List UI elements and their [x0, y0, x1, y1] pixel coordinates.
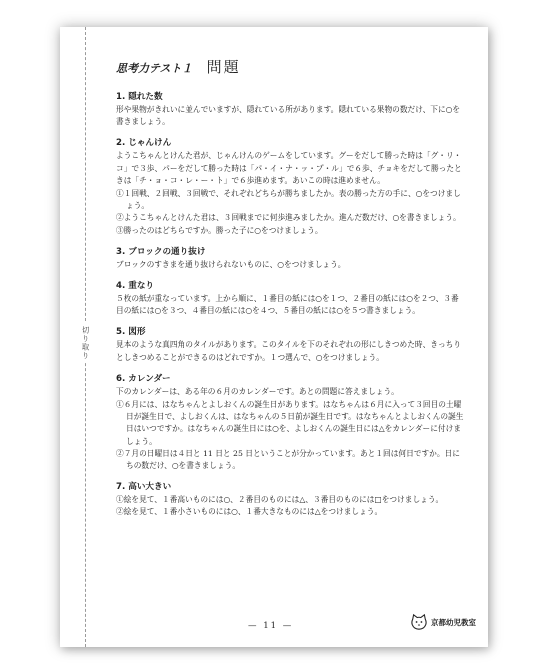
section-text: 下のカレンダーは、ある年の６月のカレンダーです。あとの問題に答えましょう。 [116, 386, 399, 396]
cat-face-icon [410, 613, 428, 631]
section-title: 1. 隠れた数 [116, 92, 163, 102]
logo-text: 京都幼児教室 [431, 617, 476, 627]
question-list [116, 494, 466, 518]
section-title: 5. 図形 [116, 327, 146, 338]
section-text: ブロックのすきまを通り抜けられないものに、○をつけましょう。 [116, 259, 346, 269]
page-number: — 11 — [248, 621, 294, 631]
content [116, 56, 466, 528]
section-title: 7. 高い大きい [116, 482, 172, 493]
sections [116, 91, 466, 519]
question-item: ③勝ったのはどちらですか。勝った子に○をつけましょう。 [116, 225, 323, 235]
section-2 [116, 137, 466, 236]
question-item: ①６月には、はなちゃんとよしおくんの誕生日があります。はなちゃんは６月に入って３回目の土曜日が誕生日で、よしおくんは、はなちゃんの５日前が誕生日です。はなちゃんとよしおくんの誕生日はいつですか。はなちゃんの誕生日には○を、よしおくんの誕生日には△をカレンダーに付けましょう。 [116, 400, 464, 446]
question-item: ①絵を見て、１番高いものには○、２番目のものには△、３番目のものには□をつけましょう。 [116, 495, 444, 505]
school-logo [410, 613, 476, 631]
question-item: ①１回戦、２回戦、３回戦で、それぞれどちらが勝ちましたか。表の勝った方の手に、○をつけましょう。 [116, 189, 461, 211]
page-title: 問題 [206, 58, 241, 76]
section-4 [116, 280, 466, 317]
section-title: 3. ブロックの通り抜け [116, 246, 206, 257]
question-list [116, 188, 466, 237]
cut-label: 切り取り [78, 323, 92, 363]
page-header [116, 56, 466, 77]
question-item: ②絵を見て、１番小さいものには○、１番大きなものには△をつけましょう。 [116, 507, 383, 517]
question-item: ②７月の日曜日は４日と 11 日と 25 日ということが分かっています。あと１回は何日ですか。日にちの数だけ、○を書きましょう。 [116, 448, 460, 471]
section-text: ５枚の紙が重なっています。上から順に、１番目の紙には○を１つ、２番目の紙には○を２つ、３番目の紙には○を３つ、４番目の紙には○を４つ、５番目の紙には○を５つ書きましょう。 [116, 294, 459, 316]
section-6 [116, 373, 466, 472]
section-text: ようこちゃんとけんた君が、じゃんけんのゲームをしています。グーをだして勝った時は「グ・リ・コ」で３歩、パーをだして勝った時は「パ・イ・ナ・ッ・プ・ル」で６歩、チョキをだして勝ったときは「チ・ョ・コ・レ・ー・ト」で６歩進めます。あいこの時は進めません。 [116, 151, 462, 185]
section-title: 6. カレンダー [116, 373, 171, 384]
section-7 [116, 481, 466, 518]
section-5 [116, 326, 466, 363]
section-text: 見本のような真四角のタイルがあります。このタイルを下のそれぞれの形にしきつめた時、きっちりとしきつめることができるのはどれですか。１つ選んで、○をつけましょう。 [116, 340, 462, 362]
section-title: 2. じゃんけん [116, 138, 172, 149]
test-subtitle: 思考力テスト１ [116, 62, 193, 75]
section-3 [116, 246, 466, 271]
section-title: 4. 重なり [116, 281, 155, 292]
section-1 [116, 91, 466, 128]
question-item: ②ようこちゃんとけんた君は、３回戦までに何歩進みましたか。進んだ数だけ、○を書きましょう。 [116, 213, 461, 223]
question-list [116, 399, 466, 472]
section-text: 形や果物がきれいに並んでいますが、隠れている所があります。隠れている果物の数だけ、下に○を書きましょう。 [116, 105, 461, 127]
